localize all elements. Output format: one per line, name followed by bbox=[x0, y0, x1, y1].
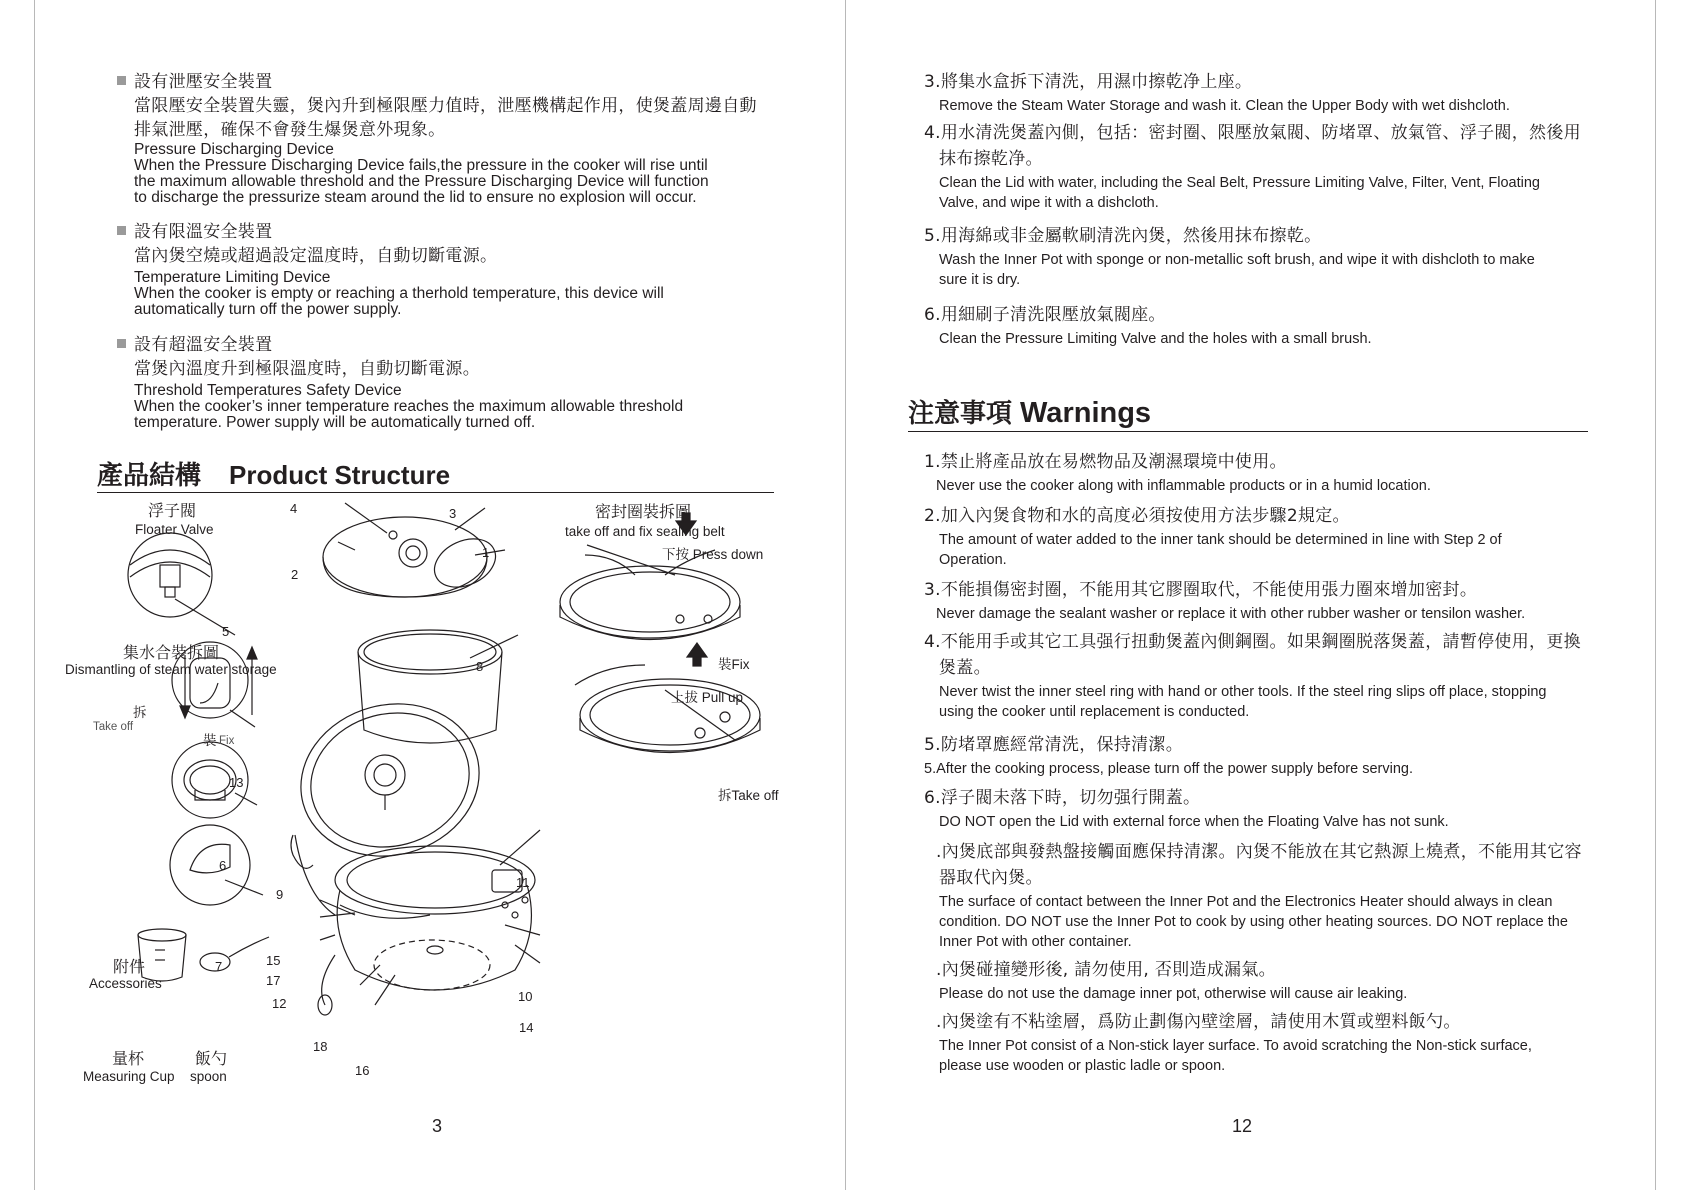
step-en-line: Clean the Lid with water, including the Seal Belt, Pressure Limiting Valve, Filter, Vent, Floating bbox=[939, 175, 1540, 191]
step-zh-line: 抹布擦乾净。 bbox=[939, 149, 1043, 169]
warning-zh-line: 1.禁止將產品放在易燃物品及潮濕環境中使用。 bbox=[924, 452, 1287, 472]
safety-desc-en-line: automatically turn off the power supply. bbox=[134, 301, 402, 318]
spoon-label-en: spoon bbox=[190, 1069, 227, 1084]
safety-title-zh: 設有限溫安全裝置 bbox=[134, 222, 273, 242]
warning-zh-line: .內煲底部與發熱盤接觸面應保持清潔。內煲不能放在其它熱源上燒煮，不能用其它容 bbox=[936, 842, 1582, 862]
part-number: 18 bbox=[313, 1039, 328, 1054]
safety-title-en: Pressure Discharging Device bbox=[134, 141, 334, 158]
warning-en-line: The Inner Pot consist of a Non-stick layer surface. To avoid scratching the Non-stick surface, bbox=[939, 1038, 1532, 1054]
warning-item bbox=[924, 630, 1624, 722]
safety-title-zh: 設有泄壓安全裝置 bbox=[134, 72, 273, 92]
fix-small-en: Fix bbox=[219, 735, 235, 747]
safety-desc-en-line: When the Pressure Discharging Device fails,the pressure in the cooker will rise until bbox=[134, 157, 708, 174]
seal-belt-label-en: take off and fix sealing belt bbox=[565, 524, 725, 539]
measuring-cup-label-zh: 量杯 bbox=[112, 1049, 145, 1068]
safety-desc-en-line: When the cooker is empty or reaching a therhold temperature, this device will bbox=[134, 285, 664, 302]
warning-en-line: Never twist the inner steel ring with hand or other tools. If the steel ring slips off place, stopping bbox=[939, 684, 1547, 700]
part-number: 1 bbox=[482, 545, 490, 560]
warnings-rule bbox=[908, 431, 1588, 432]
warning-en-line: 5.After the cooking process, please turn off the power supply before serving. bbox=[924, 761, 1413, 777]
step-zh-line: 3.將集水盒拆下清洗，用濕巾擦乾净上座。 bbox=[924, 72, 1253, 92]
safety-title-zh: 設有超溫安全裝置 bbox=[134, 335, 273, 355]
take-off-label: 拆Take off bbox=[718, 788, 779, 803]
floater-valve-detail bbox=[128, 533, 235, 635]
part-number: 15 bbox=[266, 953, 281, 968]
warning-en-line: Inner Pot with other container. bbox=[939, 934, 1132, 950]
steam-storage-label-zh: 集水合裝拆圖 bbox=[123, 643, 220, 662]
warning-zh-line: 器取代內煲。 bbox=[939, 868, 1043, 888]
part-number: 17 bbox=[266, 973, 281, 988]
safety-item-threshold bbox=[117, 333, 817, 431]
warning-zh-line: 2.加入內煲食物和水的高度必須按使用方法步驟2規定。 bbox=[924, 506, 1350, 526]
step-en-line: Wash the Inner Pot with sponge or non-metallic soft brush, and wipe it with dishcloth to make bbox=[939, 252, 1535, 268]
part-6-detail bbox=[172, 742, 257, 818]
page-number-left: 3 bbox=[432, 1116, 443, 1136]
warning-item bbox=[924, 840, 1624, 952]
part-number: 14 bbox=[519, 1020, 534, 1035]
safety-desc-en-line: the maximum allowable threshold and the Pressure Discharging Device will function bbox=[134, 173, 709, 190]
warning-item bbox=[924, 578, 1624, 624]
measuring-cup-drawing bbox=[138, 929, 186, 981]
step-en-line: Valve, and wipe it with a dishcloth. bbox=[939, 195, 1159, 211]
steam-storage-label-en: Dismantling of steam water storage bbox=[65, 662, 277, 677]
part-number: 5 bbox=[222, 624, 230, 639]
safety-desc-en-line: When the cooker’s inner temperature reaches the maximum allowable threshold bbox=[134, 398, 684, 415]
press-down-label: 下按 Press down bbox=[662, 547, 764, 562]
warning-en-line: condition. DO NOT use the Inner Pot to cook by using other heating sources. DO NOT replace the bbox=[939, 914, 1568, 930]
warning-en-line: Operation. bbox=[939, 552, 1007, 568]
bullet-icon bbox=[117, 226, 126, 235]
warning-en-line: Never use the cooker along with inflammable products or in a humid location. bbox=[936, 478, 1431, 494]
spoon-drawing bbox=[200, 937, 269, 971]
warning-item bbox=[924, 504, 1624, 570]
warning-en-line: The surface of contact between the Inner Pot and the Electronics Heater should always in clean bbox=[939, 894, 1553, 910]
accessories-label-en: Accessories bbox=[89, 976, 162, 991]
page-number-right: 12 bbox=[1232, 1116, 1253, 1136]
cooker-body-drawing bbox=[284, 684, 540, 1015]
safety-desc-en-line: to discharge the pressurize steam around the lid to ensure no explosion will occur. bbox=[134, 189, 697, 206]
step-zh-line: 5.用海綿或非金屬軟刷清洗內煲，然後用抹布擦乾。 bbox=[924, 226, 1322, 246]
step-zh-line: 4.用水清洗煲蓋內側，包括：密封圈、限壓放氣閥、防堵罩、放氣管、浮子閥，然後用 bbox=[924, 123, 1581, 143]
bullet-icon bbox=[117, 76, 126, 85]
part-number: 2 bbox=[291, 567, 299, 582]
warning-item bbox=[924, 733, 1624, 779]
warnings-title bbox=[908, 393, 1151, 430]
cleaning-step bbox=[924, 121, 1624, 213]
accessories-label-zh: 附件 bbox=[113, 957, 146, 976]
cleaning-step bbox=[924, 70, 1624, 116]
fix-label: 裝Fix bbox=[718, 657, 750, 672]
part-number: 8 bbox=[476, 659, 484, 674]
part-number: 16 bbox=[355, 1063, 370, 1078]
seal-belt-label-zh: 密封圈裝拆圖 bbox=[595, 502, 692, 521]
warning-en-line: using the cooker until replacement is conducted. bbox=[939, 704, 1250, 720]
safety-desc-en-line: temperature. Power supply will be automatically turned off. bbox=[134, 414, 536, 431]
warning-zh-line: .內煲碰撞變形後, 請勿使用, 否則造成漏氣。 bbox=[936, 960, 1276, 980]
part-number: 3 bbox=[449, 506, 457, 521]
section-title-product-structure bbox=[97, 455, 450, 492]
lid-drawing bbox=[323, 503, 505, 597]
safety-title-en: Temperature Limiting Device bbox=[134, 269, 331, 286]
part-number: 10 bbox=[518, 989, 533, 1004]
safety-desc-zh-line: 當煲內溫度升到極限溫度時，自動切斷電源。 bbox=[134, 359, 480, 379]
part-number: 7 bbox=[215, 959, 223, 974]
warning-en-line: Please do not use the damage inner pot, otherwise will cause air leaking. bbox=[939, 986, 1408, 1002]
step-zh-line: 6.用細刷子清洗限壓放氣閥座。 bbox=[924, 305, 1166, 325]
warning-item bbox=[924, 1010, 1624, 1076]
part-number: 9 bbox=[276, 887, 284, 902]
part-number: 11 bbox=[516, 875, 530, 890]
warnings-title-zh: 注意事項 bbox=[908, 399, 1013, 429]
step-en-line: Clean the Pressure Limiting Valve and the holes with a small brush. bbox=[939, 331, 1372, 347]
safety-desc-zh-line: 當限壓安全裝置失靈，煲內升到極限壓力值時，泄壓機構起作用，使煲蓋周邊自動 bbox=[134, 96, 757, 116]
pull-up-label: 上拔 Pull up bbox=[671, 690, 744, 705]
safety-desc-zh-line: 當內煲空燒或超過設定溫度時，自動切斷電源。 bbox=[134, 246, 498, 266]
section-title-zh: 產品結構 bbox=[97, 461, 202, 491]
spoon-label-zh: 飯勺 bbox=[195, 1049, 228, 1068]
safety-desc-zh-line: 排氣泄壓，確保不會發生爆煲意外現象。 bbox=[134, 120, 446, 140]
warning-item bbox=[924, 786, 1624, 832]
left-page bbox=[35, 0, 845, 1190]
right-page-edge bbox=[1655, 0, 1656, 1190]
warning-item bbox=[924, 958, 1624, 1004]
step-en-line: Remove the Steam Water Storage and wash it. Clean the Upper Body with wet dishcloth. bbox=[939, 98, 1510, 114]
part-number: 12 bbox=[272, 996, 287, 1011]
step-en-line: sure it is dry. bbox=[939, 272, 1021, 288]
warnings-title-en: Warnings bbox=[1020, 397, 1152, 429]
floater-valve-label-zh: 浮子閥 bbox=[148, 501, 197, 520]
cleaning-step bbox=[924, 303, 1624, 349]
inner-pot-drawing bbox=[358, 630, 518, 743]
warning-zh-line: .內煲塗有不粘塗層，爲防止劃傷內壁塗層，請使用木質或塑料飯勺。 bbox=[936, 1012, 1461, 1032]
take-off-small-zh: 拆 bbox=[133, 705, 147, 720]
floater-valve-label-en: Floater Valve bbox=[135, 522, 214, 537]
safety-item-temperature bbox=[117, 220, 817, 318]
warning-en-line: The amount of water added to the inner tank should be determined in line with Step 2 of bbox=[939, 532, 1502, 548]
warning-zh-line: 4.不能用手或其它工具强行扭動煲蓋內側鋼圈。如果鋼圈脱落煲蓋，請暫停使用，更換 bbox=[924, 632, 1581, 652]
section-title-en: Product Structure bbox=[229, 460, 451, 490]
warning-zh-line: 5.防堵罩應經常清洗，保持清潔。 bbox=[924, 735, 1184, 755]
warning-en-line: Never damage the sealant washer or replace it with other rubber washer or tensilon washer. bbox=[936, 606, 1526, 622]
part-number: 4 bbox=[290, 501, 298, 516]
bullet-icon bbox=[117, 339, 126, 348]
section-rule bbox=[97, 492, 774, 493]
warning-zh-line: 3.不能損傷密封圈，不能用其它膠圈取代，不能使用張力圈來增加密封。 bbox=[924, 580, 1478, 600]
part-number: 6 bbox=[219, 858, 227, 873]
warning-en-line: DO NOT open the Lid with external force when the Floating Valve has not sunk. bbox=[939, 814, 1449, 830]
cleaning-step bbox=[924, 224, 1624, 290]
warning-zh-line: 6.浮子閥未落下時，切勿强行開蓋。 bbox=[924, 788, 1201, 808]
measuring-cup-label-en: Measuring Cup bbox=[83, 1069, 175, 1084]
fix-small-zh: 裝 bbox=[203, 733, 217, 748]
take-off-small-en: Take off bbox=[93, 721, 134, 733]
safety-item-pressure bbox=[117, 70, 817, 206]
warning-item bbox=[924, 450, 1624, 496]
product-structure-diagram bbox=[35, 495, 845, 1115]
warning-en-line: please use wooden or plastic ladle or spoon. bbox=[939, 1058, 1226, 1074]
part-number: 13 bbox=[229, 775, 244, 790]
right-page bbox=[846, 0, 1654, 1190]
safety-title-en: Threshold Temperatures Safety Device bbox=[134, 382, 402, 399]
warning-zh-line: 煲蓋。 bbox=[939, 658, 991, 678]
part-7-detail bbox=[170, 825, 263, 905]
